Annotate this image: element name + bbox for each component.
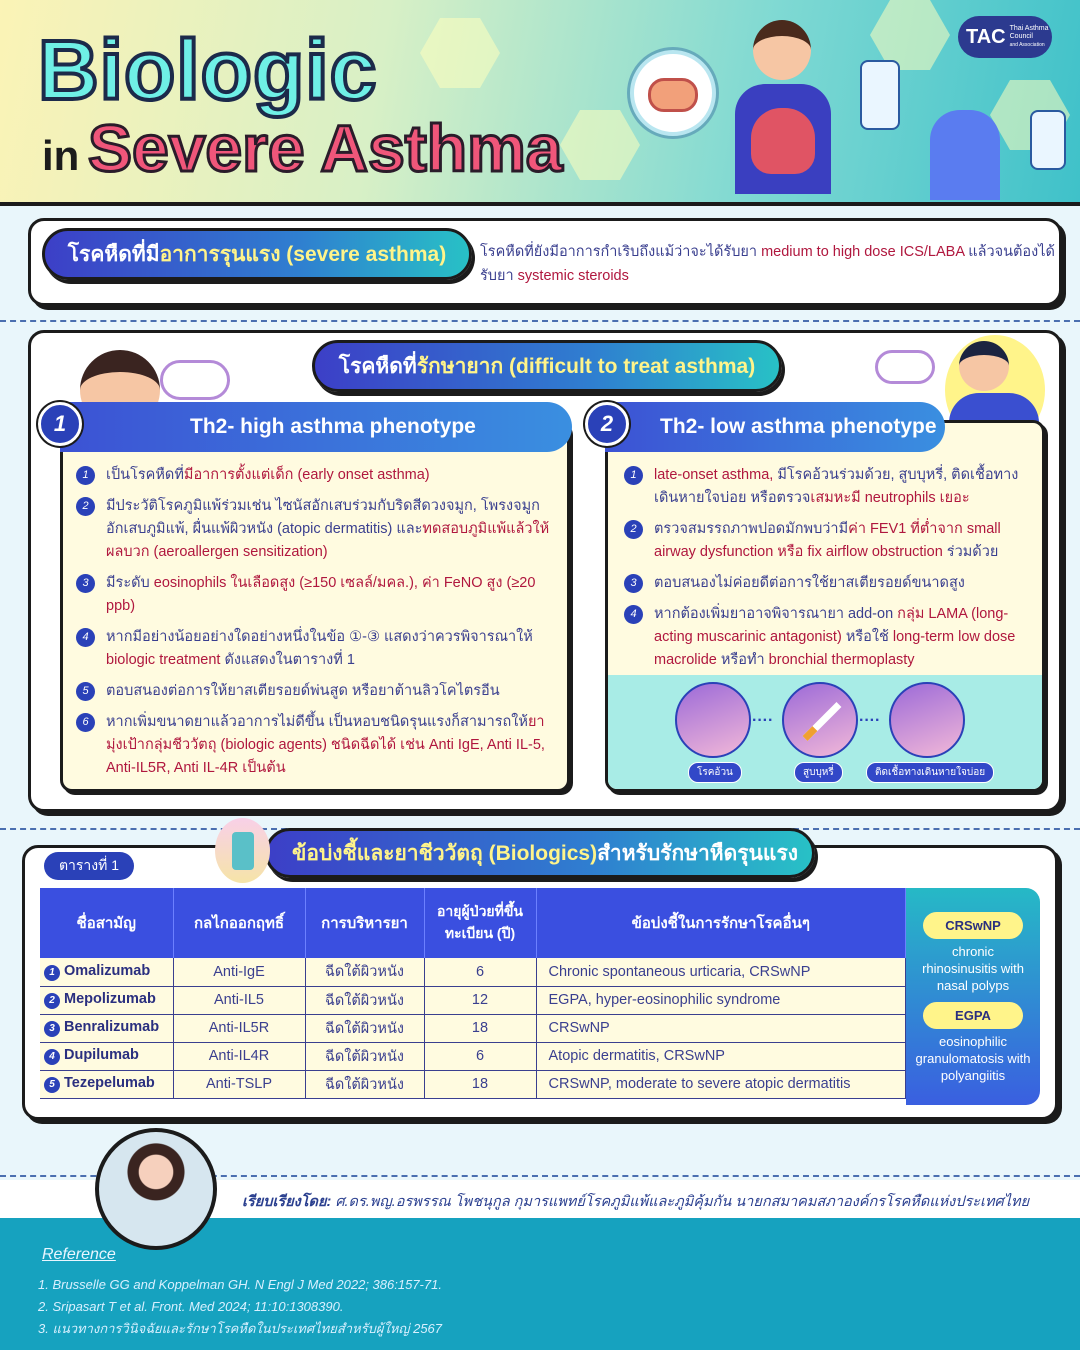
administration-cell: ฉีดใต้ผิวหนัง [305, 1042, 424, 1070]
airway-icon [875, 350, 935, 384]
tag-smoking: สูบบุหรี่ [794, 762, 843, 783]
approved-age-cell: 12 [424, 986, 536, 1014]
biologics-table-title [265, 828, 815, 878]
dots-connector: ···· [752, 712, 774, 729]
drug-name-cell: 4 Dupilumab [40, 1042, 173, 1070]
phenotype-number-1: 1 [38, 402, 82, 446]
reference-title: Reference [42, 1246, 116, 1263]
text-segment: หากต้องเพิ่มยาอาจพิจารณายา add-on [654, 606, 898, 622]
mechanism-cell: Anti-IL5R [173, 1014, 305, 1042]
tag-obesity: โรคอ้วน [688, 762, 742, 783]
row-number-badge: 5 [44, 1077, 60, 1093]
approved-age-cell: 6 [424, 1042, 536, 1070]
gloved-hand-syringe-illustration [930, 110, 1000, 200]
drug-name-cell: 1 Omalizumab [40, 958, 173, 986]
item-number-badge: 5 [76, 682, 95, 701]
other-indications-cell: CRSwNP, moderate to severe atopic dermatitis [536, 1070, 906, 1098]
text-segment: แล้วจนต้องได้รับยา [480, 244, 1055, 284]
highlight-text: systemic steroids [517, 268, 629, 284]
row-number-badge: 2 [44, 993, 60, 1009]
text-segment: ร่วมด้วย [942, 544, 999, 560]
text-segment: โรคหืดที่ [338, 354, 417, 378]
reference-item: 2. Sripasart T et al. Front. Med 2024; 11:10:1308390. [38, 1299, 344, 1314]
table-row [40, 1070, 906, 1098]
list-item [76, 464, 554, 487]
list-item [76, 495, 554, 564]
highlight-text: เสมหะมี neutrophils เยอะ [810, 490, 970, 506]
drug-name-cell: 2 Mepolizumab [40, 986, 173, 1014]
title-in: in [42, 132, 80, 179]
accent-text: อาการรุนแรง (severe asthma) [159, 242, 447, 266]
text-segment: ดังแสดงในตารางที่ 1 [220, 652, 355, 668]
text-segment: หากเพิ่มขนาดยาแล้วอาการไม่ดีขึ้น เป็นหอบชนิดรุนแรงก็สามารถให้ [106, 714, 528, 730]
text-segment: มีโรคอ้วนร่วมด้วย, สูบบุหรี่, ติดเชื้อทางเดินหายใจบ่อย หรือตรวจ [654, 467, 1019, 506]
respiratory-infection-illustration [889, 682, 965, 758]
tag-respiratory-infection: ติดเชื้อทางเดินหายใจบ่อย [866, 762, 994, 783]
approved-age-cell: 18 [424, 1070, 536, 1098]
drug-name-cell: 3 Benralizumab [40, 1014, 173, 1042]
header-generic-name: ชื่อสามัญ [40, 888, 173, 958]
header-administration: การบริหารยา [305, 888, 424, 958]
item-number-badge: 6 [76, 713, 95, 732]
smoking-illustration [782, 682, 858, 758]
list-item [624, 518, 1034, 564]
list-item [76, 680, 554, 703]
th2-low-list [624, 464, 1034, 680]
other-indications-cell: CRSwNP [536, 1014, 906, 1042]
text-segment: มีประวัติโรคภูมิแพ้ร่วมเช่น ไซนัสอักเสบร่วมกับริดสีดวงจมูก, โพรงจมูกอักเสบภูมิแพ้, ผื่นแพ้ผิวหนัง (atopic dermatitis) และ [106, 498, 540, 537]
highlight-text: medium to high dose ICS/LABA [761, 244, 965, 260]
severe-asthma-definition [480, 240, 1055, 288]
difficult-asthma-pill [312, 340, 782, 392]
abbr-egpa-definition: eosinophilic granulomatosis with polyangiitis [915, 1034, 1031, 1083]
row-number-badge: 1 [44, 965, 60, 981]
text-segment: หรือใช้ [841, 629, 893, 645]
highlight-text: กลุ่ม LAMA (long-acting muscarinic antagonist) [654, 606, 1009, 645]
hexagon-decoration [560, 110, 640, 180]
list-item [76, 711, 554, 780]
item-number-badge: 1 [624, 466, 643, 485]
header-banner [0, 0, 1080, 206]
vial-icon [860, 60, 900, 130]
abbr-crswnp-definition: chronic rhinosinusitis with nasal polyps [922, 944, 1024, 993]
table-row [40, 1014, 906, 1042]
item-number-badge: 4 [624, 605, 643, 624]
credit-label: เรียบเรียงโดย: [242, 1194, 332, 1210]
th2-low-header: Th2- low asthma phenotype [605, 402, 945, 452]
credit-author: ศ.ดร.พญ.อรพรรณ โพชนุกูล กุมารแพทย์โรคภูมิแพ้และภูมิคุ้มกัน นายกสมาคมสภาองค์กรโรคหืดแห่งประเทศไทย [335, 1194, 1030, 1210]
approved-age-cell: 18 [424, 1014, 536, 1042]
reference-item: 3. แนวทางการวินิจฉัยและรักษาโรคหืดในประเทศไทยสำหรับผู้ใหญ่ 2567 [38, 1321, 443, 1336]
highlight-text: ยามุ่งเป้ากลุ่มชีววัตถุ (biologic agents) ชนิดฉีดได้ เช่น Anti IgE, Anti IL-5, Anti-IL5R, Anti IL-4R เป็นต้น [106, 714, 545, 776]
hexagon-decoration [420, 18, 500, 88]
other-indications-cell: Chronic spontaneous urticaria, CRSwNP [536, 958, 906, 986]
mechanism-cell: Anti-TSLP [173, 1070, 305, 1098]
abbr-crswnp: CRSwNP [923, 912, 1023, 939]
item-number-badge: 3 [624, 574, 643, 593]
text-segment: มีระดับ [106, 575, 154, 591]
text-segment: หากมีอย่างน้อยอย่างใดอย่างหนึ่งในข้อ ①-③ แสดงว่าควรพิจารณาให้ [106, 629, 533, 645]
table-label: ตารางที่ 1 [44, 852, 134, 880]
header-other-indications: ข้อบ่งชี้ในการรักษาโรคอื่นๆ [536, 888, 906, 958]
reference-list [38, 1274, 442, 1340]
text-segment: โรคหืดที่มี [67, 242, 160, 266]
title-severe-asthma: Severe Asthma [88, 111, 563, 185]
vial-syringe-icon [215, 818, 270, 883]
administration-cell: ฉีดใต้ผิวหนัง [305, 1070, 424, 1098]
accent-text: รักษายาก (difficult to treat asthma) [416, 354, 756, 378]
list-item [624, 603, 1034, 672]
administration-cell: ฉีดใต้ผิวหนัง [305, 986, 424, 1014]
text-segment: โรคหืดที่ยังมีอาการกำเริบถึงแม้ว่าจะได้รับยา [480, 244, 762, 260]
other-indications-cell: Atopic dermatitis, CRSwNP [536, 1042, 906, 1070]
drug-name-cell: 5 Tezepelumab [40, 1070, 173, 1098]
list-item [76, 626, 554, 672]
highlight-text: มีอาการตั้งแต่เด็ก (early onset asthma) [183, 467, 430, 483]
biologics-table [40, 888, 906, 1099]
row-number-badge: 4 [44, 1049, 60, 1065]
item-number-badge: 4 [76, 628, 95, 647]
other-indications-cell: EGPA, hyper-eosinophilic syndrome [536, 986, 906, 1014]
header-approved-age: อายุผู้ป่วยที่ขึ้นทะเบียน (ปี) [424, 888, 536, 958]
administration-cell: ฉีดใต้ผิวหนัง [305, 958, 424, 986]
text-segment: ตอบสนองต่อการให้ยาสเตียรอยด์พ่นสูด หรือยาต้านลิวโคไตรอีน [106, 683, 500, 699]
highlight-text: late-onset asthma, [654, 467, 774, 483]
list-item [624, 464, 1034, 510]
highlight-text: biologic treatment [106, 652, 221, 668]
dots-connector: ···· [859, 712, 881, 729]
text-segment: เป็นโรคหืดที่ [106, 467, 184, 483]
airway-illustration [630, 50, 716, 136]
mechanism-cell: Anti-IL5 [173, 986, 305, 1014]
row-number-badge: 3 [44, 1021, 60, 1037]
item-number-badge: 2 [624, 520, 643, 539]
table-row [40, 958, 906, 986]
header-mechanism: กลไกออกฤทธิ์ [173, 888, 305, 958]
abbr-egpa: EGPA [923, 1002, 1023, 1029]
reference-item: 1. Brusselle GG and Koppelman GH. N Engl J Med 2022; 386:157-71. [38, 1277, 442, 1292]
mechanism-cell: Anti-IgE [173, 958, 305, 986]
title-biologic: Biologic [38, 23, 378, 117]
list-item [76, 572, 554, 618]
approved-age-cell: 6 [424, 958, 536, 986]
th2-high-header: Th2- high asthma phenotype [60, 402, 572, 452]
patient-lungs-illustration [735, 20, 835, 206]
highlight-text: long-term low dose macrolide [654, 629, 1016, 668]
item-number-badge: 3 [76, 574, 95, 593]
divider [0, 320, 1080, 322]
table-row [40, 986, 906, 1014]
highlight-text: ทดสอบภูมิแพ้แล้วให้ผลบวก (aeroallergen sensitization) [106, 521, 550, 560]
accent-text: ข้อบ่งชี้และยาชีววัตถุ (Biologics) [292, 841, 598, 865]
item-number-badge: 2 [76, 497, 95, 516]
text-segment: สำหรับรักษาหืดรุนแรง [597, 841, 798, 865]
obesity-illustration [675, 682, 751, 758]
abbreviation-glossary [906, 888, 1040, 1105]
list-item [624, 572, 1034, 595]
tac-logo: TAC Thai Asthma Council and Association [958, 16, 1052, 58]
highlight-text: bronchial thermoplasty [768, 652, 915, 668]
phenotype-number-2: 2 [585, 402, 629, 446]
text-segment: ตรวจสมรรถภาพปอดมักพบว่ามี [654, 521, 849, 537]
text-segment: ตอบสนองไม่ค่อยดีต่อการใช้ยาสเตียรอยด์ขนาดสูง [654, 575, 965, 591]
item-number-badge: 1 [76, 466, 95, 485]
mechanism-cell: Anti-IL4R [173, 1042, 305, 1070]
vial-icon [1030, 110, 1066, 170]
text-segment: หรือทำ [716, 652, 769, 668]
author-avatar [95, 1128, 217, 1250]
table-row [40, 1042, 906, 1070]
highlight-text: ค่า FEV1 ที่ต่ำจาก small airway dysfunction หรือ fix airflow obstruction [654, 521, 1001, 560]
administration-cell: ฉีดใต้ผิวหนัง [305, 1014, 424, 1042]
highlight-text: eosinophils ในเลือดสูง (≥150 เซลล์/มคล.), ค่า FeNO สูง (≥20 ppb) [106, 575, 536, 614]
airway-icon [160, 360, 230, 400]
severe-asthma-pill [42, 228, 472, 280]
th2-high-list [76, 464, 554, 788]
